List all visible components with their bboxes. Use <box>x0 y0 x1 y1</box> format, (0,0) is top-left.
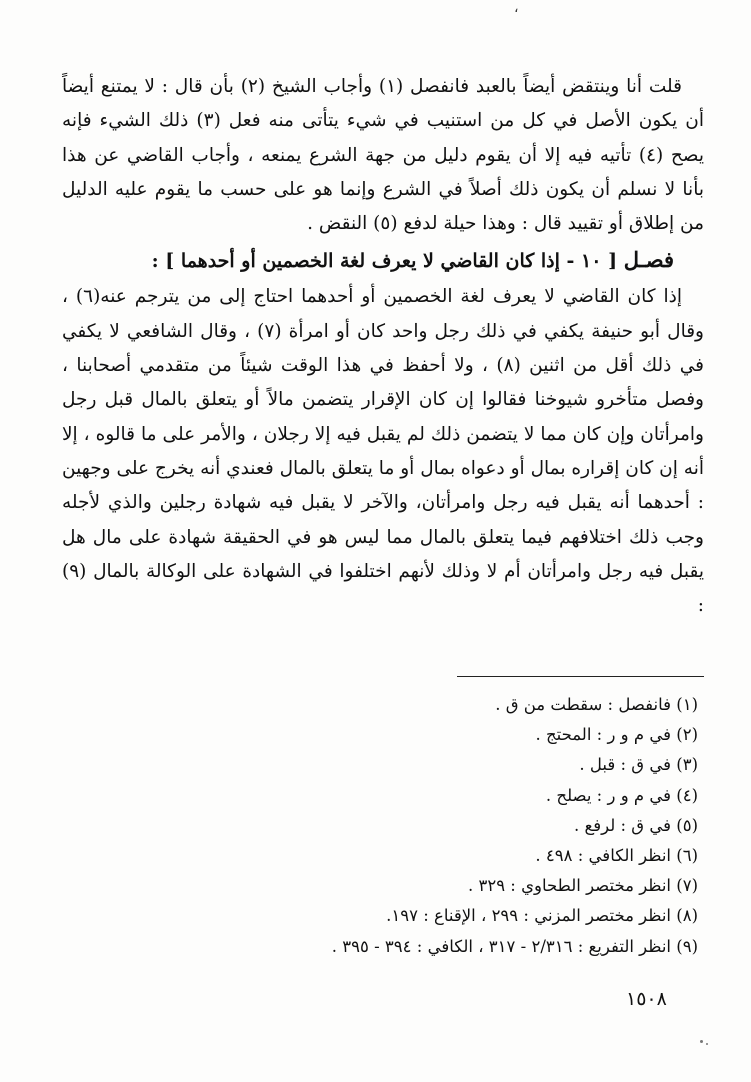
top-margin-mark: ، <box>514 0 519 16</box>
footnote-8: (٨) انظر مختصر المزني : ٢٩٩ ، الإقناع : ١٩٧. <box>386 906 698 926</box>
footnote-5: (٥) في ق : لرفع . <box>573 815 698 835</box>
footnote-1: (١) فانفصل : سقطت من ق . <box>495 695 698 714</box>
footnote-separator <box>457 676 704 677</box>
section-heading-lead: فصـل <box>623 247 674 273</box>
footnote-3: (٣) في ق : قبل . <box>579 755 698 775</box>
scan-speck <box>700 1040 703 1043</box>
footnote-9: (٩) انظر التفريع : ٢/٣١٦ - ٣١٧ ، الكافي : ٣٩٤ - ٣٩٥ . <box>331 936 698 956</box>
footnotes-list <box>62 690 704 962</box>
page-number: ١٥٠٨ <box>626 988 667 1010</box>
scan-speck <box>706 1043 708 1045</box>
paragraph-first: قلت أنا وينتقض أيضاً بالعبد فانفصل (١) وأجاب الشيخ (٢) بأن قال : لا يمتنع أيضاً أن يكون الأصل في كل من استنيب في شيء يتأتى منه فعل (٣) ذلك الشيء فإنه يصح (٤) تأتيه فيه إلا أن يقوم دليل من جهة الشرع يمنعه ، وأجاب القاضي عن هذا بأنا لا نسلم أن يكون ذلك أصلاً في الشرع وإنما هو على حسب ما يقوم عليه الدليل من إطلاق أو تقييد قال : وهذا حيلة لدفع (٥) النقض . <box>62 76 704 235</box>
footnote-6: (٦) انظر الكافي : ٤٩٨ . <box>535 846 698 866</box>
footnote-4: (٤) في م و ر : يصلح . <box>545 785 698 805</box>
section-heading-title: [ ١٠ - إذا كان القاضي لا يعرف لغة الخصمين أو أحدهما ] : <box>151 250 618 273</box>
footnote-7: (٧) انظر مختصر الطحاوي : ٣٢٩ . <box>467 876 698 896</box>
paragraph-second: إذا كان القاضي لا يعرف لغة الخصمين أو أحدهما احتاج إلى من يترجم عنه(٦) ، وقال أبو حنيفة يكفي في ذلك رجل واحد كان أو امرأة (٧) ، وقال الشافعي لا يكفي في ذلك أقل من اثنين (٨) ، ولا أحفظ في هذا الوقت شيئاً من متقدمي أصحابنا ، وفصل متأخرو شيوخنا فقالوا إن كان الإقرار يتضمن مالاً أو يتعلق بالمال قبل رجل وامرأتان وإن كان مما لا يتضمن ذلك لم يقبل فيه إلا رجلان ، والأمر على ما قالوه ، إلا أنه إن كان إقراره بمال أو دعواه بمال أو ما يتعلق بالمال فعندي أنه يخرج على وجهين : أحدهما أنه يقبل فيه رجل وامرأتان، والآخر لا يقبل فيه شهادة رجلين والذي لأجله وجب ذلك اختلافهم فيما يتعلق بالمال مما ليس هو في الحقيقة شهادة على مال هل يقبل فيه رجل وامرأتان أم لا وذلك لأنهم اختلفوا في الشهادة على الوكالة بالمال (٩) : <box>62 286 704 617</box>
footnote-2: (٢) في م و ر : المحتج . <box>535 725 698 745</box>
main-text-block <box>62 70 704 623</box>
section-heading <box>62 241 704 280</box>
